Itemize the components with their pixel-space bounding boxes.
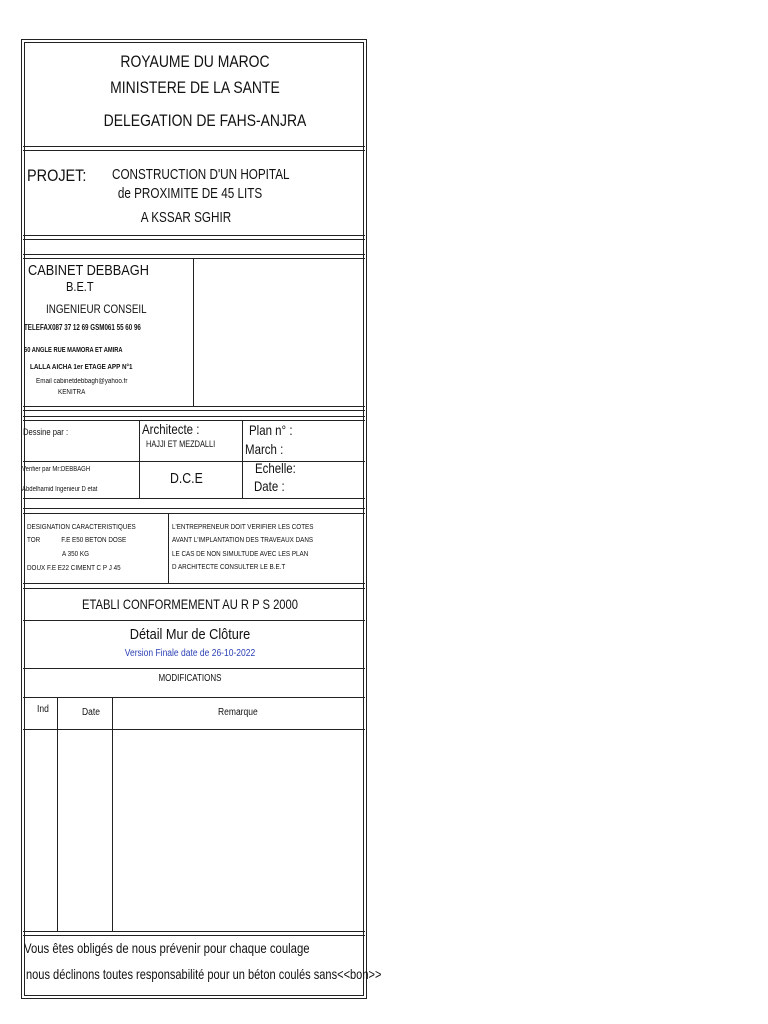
divider — [23, 935, 365, 936]
project-line1: CONSTRUCTION D'UN HOPITAL — [112, 166, 290, 183]
divider — [23, 729, 365, 730]
divider — [23, 146, 365, 147]
column-header-date: Date — [82, 707, 100, 718]
dessine-label: Dessine par : — [23, 427, 69, 437]
material-line3: A 350 KG — [62, 551, 89, 558]
divider — [23, 697, 365, 698]
material-line2: TOR F.E E50 BETON DOSE — [27, 537, 127, 544]
header-delegation: DELEGATION DE FAHS-ANJRA — [103, 111, 307, 130]
header-ministry: MINISTERE DE LA SANTE — [110, 78, 280, 97]
cabinet-address1: 60 ANGLE RUE MAMORA ET AMIRA — [24, 347, 123, 354]
cabinet-bet: B.E.T — [66, 279, 94, 294]
footer-warning-line1: Vous êtes obligés de nous prévenir pour chaque coulage — [24, 940, 310, 956]
divider — [23, 410, 365, 411]
footer-warning-line2: nous déclinons toutes responsabilité pour un béton coulés sans<<bon>> — [26, 966, 382, 982]
divider — [23, 588, 365, 589]
divider — [23, 931, 365, 932]
contractor-note4: D ARCHITECTE CONSULTER LE B.E.T — [172, 564, 286, 571]
divider — [193, 258, 194, 406]
cabinet-city: KENITRA — [58, 389, 86, 396]
column-header-remarque: Remarque — [218, 707, 258, 718]
divider — [23, 461, 365, 462]
modifications-title: MODIFICATIONS — [158, 673, 222, 684]
echelle-label: Echelle: — [255, 460, 296, 476]
cabinet-email: Email cabinetdebbagh@yahoo.fr — [36, 378, 128, 385]
project-label: PROJET: — [27, 166, 87, 185]
divider — [168, 513, 169, 583]
divider — [23, 583, 365, 584]
divider — [23, 513, 365, 514]
cabinet-role: INGENIEUR CONSEIL — [46, 302, 147, 316]
divider — [23, 406, 365, 407]
verifier-name: Abdelhamid Ingenieur D etat — [22, 486, 98, 493]
date-label: Date : — [254, 478, 285, 494]
cabinet-phone: TELEFAX087 37 12 69 GSM061 55 60 96 — [24, 323, 141, 332]
rps-statement: ETABLI CONFORMEMENT AU R P S 2000 — [82, 596, 298, 612]
contractor-note3: LE CAS DE NON SIMULTUDE AVEC LES PLAN — [172, 551, 309, 558]
divider — [139, 420, 140, 462]
architecte-value: HAJJI ET MEZDALLI — [146, 439, 216, 449]
contractor-note2: AVANT L'IMPLANTATION DES TRAVEAUX DANS — [172, 537, 314, 544]
divider — [242, 420, 243, 498]
verifier-label: Verifier par Mr:DEBBAGH — [22, 466, 91, 473]
divider — [23, 239, 365, 240]
divider — [23, 620, 365, 621]
material-line4: DOUX F.E E22 CIMENT C P J 45 — [27, 565, 121, 572]
column-header-ind: Ind — [37, 704, 49, 715]
divider — [112, 697, 113, 931]
contractor-note1: L'ENTREPRENEUR DOIT VERIFIER LES COTES — [172, 524, 314, 531]
header-kingdom: ROYAUME DU MAROC — [120, 52, 270, 71]
divider — [23, 668, 365, 669]
divider — [23, 235, 365, 236]
divider — [23, 258, 365, 259]
march-label: March : — [245, 441, 284, 457]
divider — [23, 498, 365, 499]
cabinet-address2: LALLA AICHA 1er ETAGE APP N°1 — [30, 364, 133, 371]
divider — [23, 150, 365, 151]
divider — [23, 416, 365, 417]
drawing-title: Détail Mur de Clôture — [129, 626, 251, 643]
plan-label: Plan n° : — [249, 422, 293, 438]
material-line1: DESIGNATION CARACTERISTIQUES — [27, 524, 136, 531]
divider — [139, 462, 140, 498]
divider — [23, 508, 365, 509]
cabinet-name: CABINET DEBBAGH — [28, 262, 149, 279]
project-line2: de PROXIMITE DE 45 LITS — [117, 185, 263, 202]
version-label: Version Finale date de 26-10-2022 — [124, 648, 256, 659]
architecte-label: Architecte : — [142, 421, 200, 437]
divider — [23, 254, 365, 255]
divider — [57, 697, 58, 931]
project-line3: A KSSAR SGHIR — [140, 209, 232, 226]
phase-value: D.C.E — [170, 470, 203, 487]
